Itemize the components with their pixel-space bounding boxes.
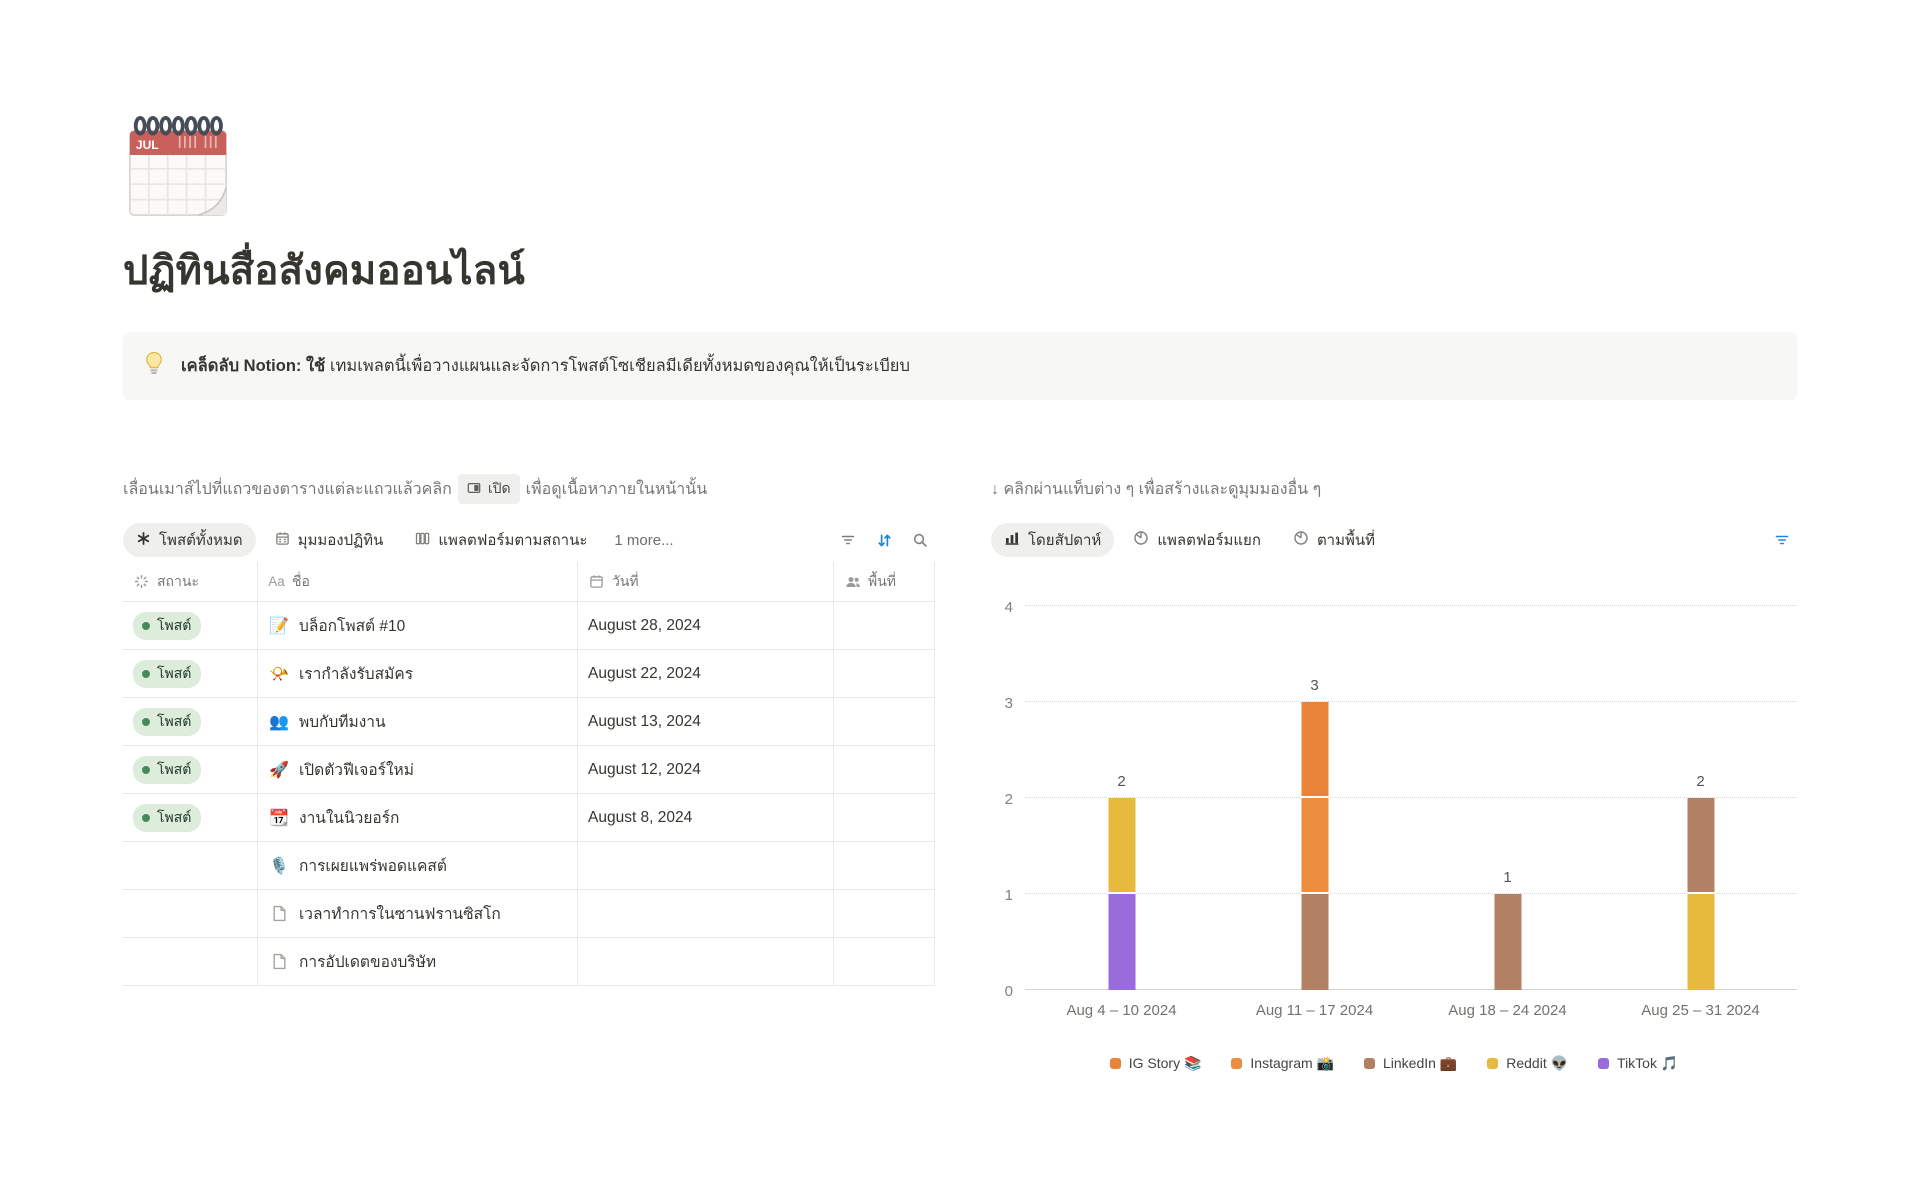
y-tick-label: 1: [1004, 887, 1013, 904]
tab-label: โพสต์ทั้งหมด: [159, 532, 243, 549]
status-cell[interactable]: [123, 794, 257, 842]
x-tick-label: Aug 4 – 10 2024: [1066, 1002, 1177, 1019]
post-title-cell[interactable]: [257, 746, 577, 794]
date-cell[interactable]: August 8, 2024: [577, 794, 833, 842]
y-tick-label: 2: [1004, 791, 1013, 808]
legend-label: IG Story 📚: [1128, 1055, 1202, 1071]
page-icon: [268, 953, 290, 970]
chart-legend: [991, 1055, 1797, 1072]
bar-column: [1604, 606, 1797, 990]
tab-label: มุมมองปฏิทิน: [297, 532, 384, 549]
sort-icon[interactable]: [869, 525, 899, 555]
column-header-label: สถานะ: [157, 572, 199, 589]
table-header: [123, 562, 935, 602]
open-button-label: เปิด: [487, 480, 511, 496]
table-hint: [123, 470, 935, 508]
y-axis: [991, 599, 1025, 1000]
bar-segment[interactable]: [1301, 798, 1328, 894]
weekly-stacked-bar-chart: [991, 599, 1797, 1072]
posts-table: [123, 562, 935, 986]
column-header-label: ชื่อ: [292, 572, 310, 589]
hint-text-before: เลื่อนเมาส์ไปที่แถวของตารางแต่ละแถวแล้วคลิก: [123, 480, 452, 498]
post-emoji-icon: 📆: [269, 808, 289, 827]
tab-platform-split[interactable]: [1120, 523, 1274, 557]
area-cell[interactable]: [833, 602, 935, 650]
date-cell[interactable]: August 13, 2024: [577, 698, 833, 746]
date-cell[interactable]: August 22, 2024: [577, 650, 833, 698]
column-header-area[interactable]: [833, 562, 935, 602]
post-title-cell[interactable]: [257, 650, 577, 698]
notion-page: [0, 112, 1920, 1072]
x-tick-label: Aug 25 – 31 2024: [1641, 1002, 1760, 1019]
legend-item[interactable]: [1364, 1055, 1457, 1072]
post-title-cell[interactable]: [257, 938, 577, 986]
bar-column: [1218, 606, 1411, 990]
bar-value-label: 2: [1696, 773, 1705, 790]
tab-label: แพลตฟอร์มแยก: [1157, 532, 1261, 549]
stacked-bar[interactable]: [1301, 702, 1328, 990]
post-title: บล็อกโพสต์ #10: [299, 618, 406, 635]
stacked-bar[interactable]: [1108, 798, 1135, 990]
posts-section: [123, 470, 935, 986]
table-row[interactable]: [123, 890, 935, 938]
chart-hint: ↓ คลิกผ่านแท็บต่าง ๆ เพื่อสร้างและดูมุมมองอื่น ๆ: [991, 480, 1322, 498]
y-tick-label: 0: [1004, 983, 1013, 1000]
table-body: [123, 602, 935, 986]
page-icon-spiral-calendar[interactable]: [123, 112, 233, 222]
x-axis: [1025, 1002, 1797, 1019]
date-cell[interactable]: [577, 938, 833, 986]
legend-item[interactable]: [1598, 1055, 1678, 1072]
post-title-cell[interactable]: [257, 890, 577, 938]
table-row[interactable]: [123, 842, 935, 890]
legend-swatch: [1231, 1058, 1242, 1069]
legend-swatch: [1110, 1058, 1121, 1069]
status-badge[interactable]: โพสต์: [133, 804, 201, 832]
hint-text-after: เพื่อดูเนื้อหาภายในหน้านั้น: [525, 480, 708, 498]
side-peek-icon: [467, 481, 481, 498]
pie-chart-icon: [1133, 530, 1149, 550]
people-property-icon: [844, 574, 861, 590]
chart-tabs: [991, 518, 1797, 562]
date-cell[interactable]: August 12, 2024: [577, 746, 833, 794]
status-cell[interactable]: [123, 650, 257, 698]
tab-platform-by-status[interactable]: [402, 523, 600, 557]
tab-label: 1 more...: [614, 531, 674, 549]
bar-segment[interactable]: [1301, 702, 1328, 798]
callout-body: เทมเพลตนี้เพื่อวางแผนและจัดการโพสต์โซเชียลมีเดียทั้งหมดของคุณให้เป็นระเบียบ: [325, 357, 910, 375]
text-property-icon: Aa: [268, 574, 285, 589]
post-emoji-icon: 👥: [269, 712, 289, 731]
status-dot: [142, 766, 150, 774]
status-badge[interactable]: โพสต์: [133, 612, 201, 640]
column-header-label: วันที่: [612, 572, 639, 589]
status-cell[interactable]: [123, 890, 257, 938]
post-emoji-icon: 📝: [269, 616, 289, 635]
legend-item[interactable]: [1231, 1055, 1334, 1072]
bar-segment[interactable]: [1687, 798, 1714, 894]
bar-segment[interactable]: [1494, 894, 1521, 990]
date-cell[interactable]: [577, 842, 833, 890]
legend-label: Instagram 📸: [1250, 1055, 1334, 1071]
table-row[interactable]: [123, 698, 935, 746]
x-tick-label: Aug 18 – 24 2024: [1448, 1002, 1567, 1019]
view-tabs: [123, 518, 935, 562]
tab-by-area[interactable]: [1280, 523, 1388, 557]
status-property-icon: [133, 574, 150, 589]
tab-label: ตามพื้นที่: [1316, 532, 1376, 549]
asterisk-icon: [136, 531, 151, 550]
status-badge[interactable]: โพสต์: [133, 660, 201, 688]
y-tick-label: 4: [1004, 599, 1013, 616]
bar-segment[interactable]: [1108, 798, 1135, 894]
tab-all-posts[interactable]: [123, 523, 256, 557]
post-title: เวลาทำการในซานฟรานซิสโก: [299, 906, 501, 923]
legend-label: Reddit 👽: [1506, 1055, 1569, 1071]
column-header-name[interactable]: [257, 562, 577, 602]
column-header-date[interactable]: [577, 562, 833, 602]
post-title: เรากำลังรับสมัคร: [299, 666, 414, 683]
table-toolbar: [833, 525, 935, 555]
bar-chart-icon: [1004, 530, 1020, 550]
y-tick-label: 3: [1004, 695, 1013, 712]
tab-label: โดยสัปดาห์: [1028, 532, 1102, 549]
legend-item[interactable]: [1487, 1055, 1568, 1072]
area-cell[interactable]: [833, 746, 935, 794]
chart-toolbar: [1767, 525, 1797, 555]
filter-icon[interactable]: [1767, 525, 1797, 555]
post-emoji-icon: 🚀: [269, 760, 289, 779]
column-header-status[interactable]: [123, 562, 257, 602]
post-title-cell[interactable]: [257, 842, 577, 890]
page-title: ปฏิทินสื่อสังคมออนไลน์: [123, 249, 526, 293]
post-title: งานในนิวยอร์ก: [299, 810, 400, 827]
post-emoji-icon: 📯: [269, 664, 289, 683]
table-row[interactable]: [123, 602, 935, 650]
area-cell[interactable]: [833, 890, 935, 938]
date-cell[interactable]: August 28, 2024: [577, 602, 833, 650]
tab-by-week[interactable]: [991, 523, 1114, 557]
lightbulb-icon: [143, 351, 165, 381]
calendar-icon: [275, 531, 290, 550]
area-cell[interactable]: [833, 938, 935, 986]
status-dot: [142, 622, 150, 630]
callout-text: [181, 353, 910, 379]
status-cell[interactable]: [123, 746, 257, 794]
date-cell[interactable]: [577, 890, 833, 938]
post-emoji-icon: 🎙️: [269, 856, 289, 875]
date-property-icon: [588, 574, 605, 589]
tab-calendar-view[interactable]: [262, 523, 397, 557]
post-title: เปิดตัวฟีเจอร์ใหม่: [299, 762, 414, 779]
status-dot: [142, 718, 150, 726]
status-badge[interactable]: โพสต์: [133, 708, 201, 736]
post-title: การอัปเดตของบริษัท: [299, 954, 437, 971]
x-tick-label: Aug 11 – 17 2024: [1255, 1002, 1374, 1019]
bar-value-label: 2: [1117, 773, 1126, 790]
tip-callout: [123, 332, 1797, 400]
table-row[interactable]: [123, 746, 935, 794]
pie-chart-icon: [1293, 530, 1309, 550]
tab-label: แพลตฟอร์มตามสถานะ: [438, 532, 588, 549]
svg-text:JUL: JUL: [135, 137, 159, 152]
status-cell[interactable]: [123, 938, 257, 986]
status-cell[interactable]: [123, 842, 257, 890]
post-title-cell[interactable]: [257, 602, 577, 650]
bar-value-label: 3: [1310, 677, 1319, 694]
page-icon: [268, 905, 290, 922]
filter-icon[interactable]: [833, 525, 863, 555]
area-cell[interactable]: [833, 650, 935, 698]
table-row[interactable]: [123, 938, 935, 986]
open-button-sample: [458, 474, 520, 504]
search-icon[interactable]: [905, 525, 935, 555]
bar-segment[interactable]: [1108, 894, 1135, 990]
board-icon: [415, 531, 430, 550]
legend-swatch: [1487, 1058, 1498, 1069]
bar-column: [1411, 606, 1604, 990]
legend-label: LinkedIn 💼: [1382, 1055, 1458, 1071]
plot-area: [1025, 606, 1797, 990]
area-cell[interactable]: [833, 794, 935, 842]
legend-label: TikTok 🎵: [1617, 1055, 1679, 1071]
post-title: พบกับทีมงาน: [299, 714, 386, 731]
status-cell[interactable]: [123, 602, 257, 650]
stacked-bar[interactable]: [1687, 798, 1714, 990]
post-title-cell[interactable]: [257, 698, 577, 746]
area-cell[interactable]: [833, 842, 935, 890]
callout-bold: เคล็ดลับ Notion: ใช้: [181, 357, 326, 375]
legend-swatch: [1598, 1058, 1609, 1069]
post-title-cell[interactable]: [257, 794, 577, 842]
tab-more[interactable]: [606, 523, 681, 557]
bar-segment[interactable]: [1301, 894, 1328, 990]
bar-segment[interactable]: [1687, 894, 1714, 990]
legend-item[interactable]: [1110, 1055, 1202, 1072]
stacked-bar[interactable]: [1494, 894, 1521, 990]
table-row[interactable]: [123, 650, 935, 698]
legend-swatch: [1364, 1058, 1375, 1069]
column-header-label: พื้นที่: [868, 572, 897, 589]
bar-value-label: 1: [1503, 869, 1512, 886]
table-row[interactable]: [123, 794, 935, 842]
bar-column: [1025, 606, 1218, 990]
status-cell[interactable]: [123, 698, 257, 746]
chart-section: [991, 470, 1797, 1072]
status-badge[interactable]: โพสต์: [133, 756, 201, 784]
post-title: การเผยแพร่พอดแคสต์: [299, 858, 447, 875]
status-dot: [142, 670, 150, 678]
status-dot: [142, 814, 150, 822]
area-cell[interactable]: [833, 698, 935, 746]
